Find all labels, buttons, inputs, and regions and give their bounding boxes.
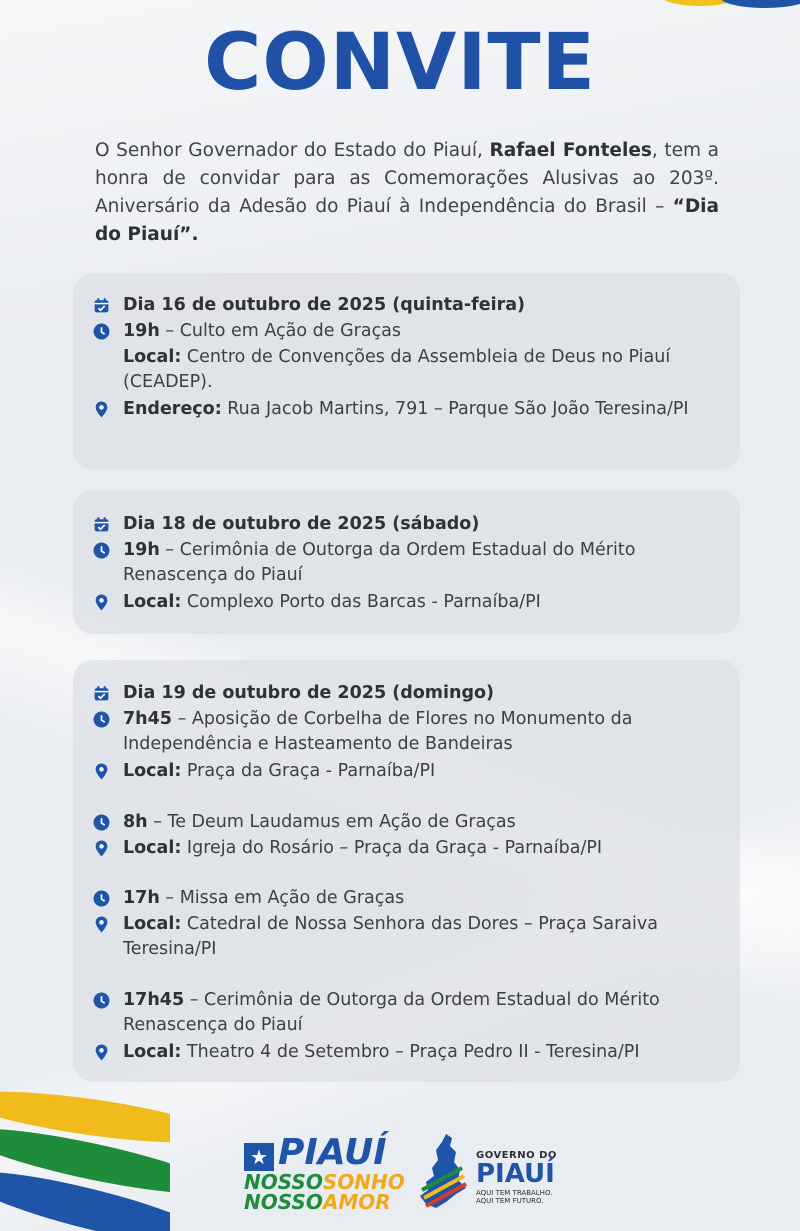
- piaui-nosso-sonho-logo: ★ PIAUÍ NOSSOSONHO NOSSOAMOR: [244, 1132, 405, 1214]
- location-pin-icon: [93, 594, 110, 611]
- calendar-icon: [93, 685, 110, 702]
- location-pin-icon: [93, 916, 110, 933]
- event-date: Dia 18 de outubro de 2025 (sábado): [93, 512, 726, 537]
- governor-name: Rafael Fonteles: [489, 140, 652, 161]
- event-card-oct-16: [73, 273, 740, 469]
- event-time-row: 17h45 – Cerimônia de Outorga da Ordem Estadual do Mérito Renascença do Piauí: [93, 988, 726, 1038]
- event-date: Dia 19 de outubro de 2025 (domingo): [93, 681, 726, 706]
- intro-paragraph: O Senhor Governador do Estado do Piauí, Rafael Fonteles, tem a honra de convidar para as Comemorações Alusivas ao 203º. Aniversário da Adesão do Piauí à Independência do Brasil – “Dia do Piauí”.: [95, 140, 719, 245]
- clock-icon: [93, 814, 110, 831]
- location-pin-icon: [93, 840, 110, 857]
- event-time-row: 8h – Te Deum Laudamus em Ação de Graças: [93, 810, 726, 835]
- event-card-oct-19: [73, 660, 740, 1082]
- location-pin-icon: [93, 1044, 110, 1061]
- location-pin-icon: [93, 401, 110, 418]
- event-time-row: 19h – Cerimônia de Outorga da Ordem Estadual do Mérito Renascença do Piauí: [93, 538, 726, 588]
- event-local-row: Local: Praça da Graça - Parnaíba/PI: [93, 759, 726, 784]
- clock-icon: [93, 323, 110, 340]
- event-name: “Dia do Piauí”.: [95, 196, 719, 245]
- star-icon: ★: [250, 1145, 268, 1169]
- governo-do-piaui-logo: GOVERNO DO PIAUÍ AQUI TEM TRABALHO. AQUI TEM FUTURO.: [416, 1130, 566, 1212]
- calendar-icon: [93, 516, 110, 533]
- event-time-row: 7h45 – Aposição de Corbelha de Flores no Monumento da Independência e Hasteamento de Bandeiras: [93, 707, 726, 757]
- footer-stripes: [0, 1081, 170, 1231]
- event-time-row: 19h – Culto em Ação de Graças: [93, 319, 726, 344]
- calendar-icon: [93, 297, 110, 314]
- event-card-oct-18: [73, 490, 740, 634]
- clock-icon: [93, 542, 110, 559]
- event-local-row: Local: Igreja do Rosário – Praça da Graça - Parnaíba/PI: [93, 836, 726, 861]
- clock-icon: [93, 890, 110, 907]
- clock-icon: [93, 992, 110, 1009]
- piaui-map-icon: [416, 1132, 472, 1210]
- clock-icon: [93, 711, 110, 728]
- page-title: CONVITE: [204, 18, 596, 108]
- event-local-row: Local: Centro de Convenções da Assembleia de Deus no Piauí (CEADEP).: [123, 347, 671, 392]
- corner-decoration: [660, 0, 800, 12]
- event-local-row: Local: Catedral de Nossa Senhora das Dores – Praça Saraiva Teresina/PI: [93, 912, 726, 962]
- event-local-row: Local: Complexo Porto das Barcas - Parnaíba/PI: [93, 590, 726, 615]
- event-time-row: 17h – Missa em Ação de Graças: [93, 886, 726, 911]
- event-address-row: Endereço: Rua Jacob Martins, 791 – Parque São João Teresina/PI: [93, 397, 726, 422]
- event-local-row: Local: Theatro 4 de Setembro – Praça Pedro II - Teresina/PI: [93, 1040, 726, 1065]
- location-pin-icon: [93, 763, 110, 780]
- event-date: Dia 16 de outubro de 2025 (quinta-feira): [93, 293, 726, 318]
